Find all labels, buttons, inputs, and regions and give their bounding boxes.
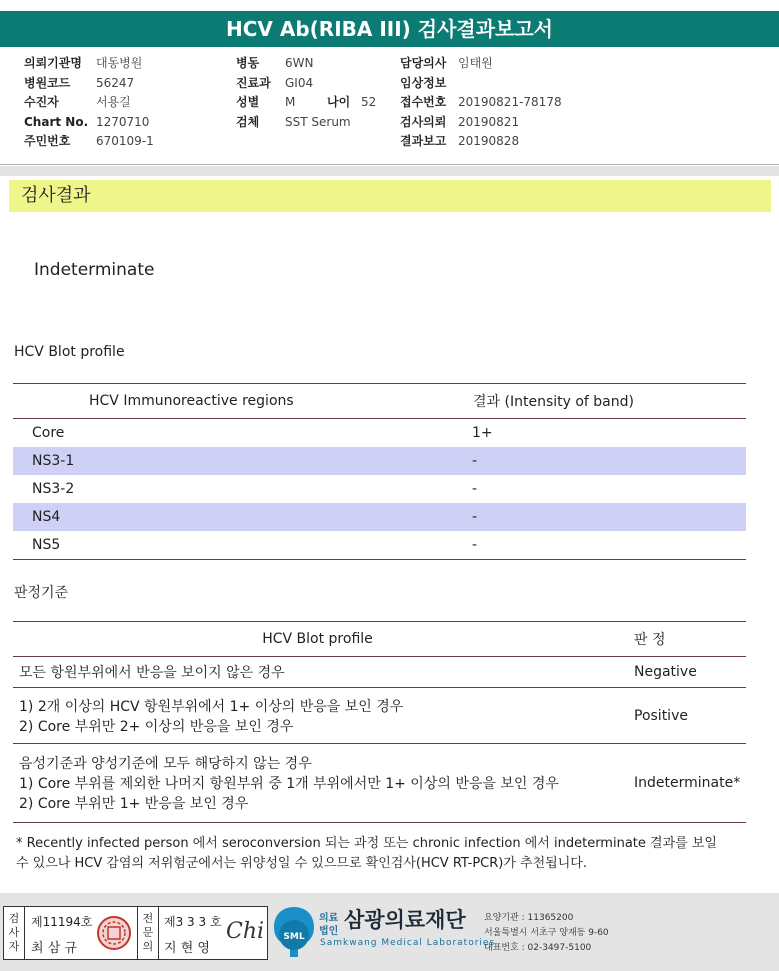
logo-abbr: SML [283,932,305,942]
tester-number: 제11194호 [31,915,93,929]
info-value: GI04 [285,75,314,90]
info-label: 수진자 [24,95,59,109]
info-label: 병원코드 [24,75,71,90]
criteria-cell [13,688,622,744]
doctor-label: 전문의 [137,907,159,959]
info-value: M [285,95,296,109]
info-label: 병동 [236,56,260,70]
info-value: 20190821-78178 [458,95,562,109]
divider-band [0,166,779,176]
section-title: 검사결과 [9,180,771,212]
table-row [13,475,746,503]
table-row [13,503,746,531]
info-column-2 [236,54,376,132]
doctor-name: 지 현 영 [164,941,210,956]
table-row [13,688,746,744]
criteria-line: 1) 2개 이상의 HCV 항원부위에서 1+ 이상의 반응을 보인 경우 [19,698,404,715]
result-cell: - [472,447,746,475]
sml-logo-icon [272,905,316,959]
table-row [13,657,746,688]
info-label: 담당의사 [400,56,447,70]
region-cell: NS5 [13,531,472,560]
info-label: 접수번호 [400,95,447,109]
info-value: 1270710 [96,114,150,129]
age-label: 나이 [327,95,351,109]
judgment-cell: Indeterminate* [622,744,746,823]
column-header: HCV Blot profile [13,622,622,657]
footnote [16,834,756,874]
tester-name: 최 삼 규 [31,941,77,956]
result-cell: - [472,503,746,531]
criteria-cell [13,657,622,688]
result-cell: 1+ [472,425,493,441]
region-cell: Core [32,425,65,441]
footnote-line: 수 있으나 HCV 감염의 저위험군에서는 위양성일 수 있으므로 확인검사(HCV RT-PCR)가 추천됩니다. [16,856,587,871]
criteria-line: 2) Core 부위만 1+ 반응을 보인 경우 [19,796,249,812]
table-row [13,744,746,823]
test-result: Indeterminate [34,260,155,280]
table-header-row [13,622,746,657]
info-column-1 [24,54,154,152]
info-label: 검체 [236,114,260,129]
signature-box [3,906,268,960]
info-label: 성별 [236,95,260,109]
org-contact: 대표번호 : 02-3497-5100 [484,943,592,953]
info-label: 주민번호 [24,134,71,148]
table-row [13,419,746,448]
column-header: HCV Immunoreactive regions [13,384,472,419]
judgment-cell: Positive [622,688,746,744]
org-contact: 요양기관 : 11365200 [484,913,574,923]
report-title: HCV Ab(RIBA III) 검사결과보고서 [0,11,779,47]
criteria-cell [13,744,622,823]
region-cell: NS4 [13,503,472,531]
org-name-english: Samkwang Medical Laboratories [320,938,496,948]
info-value: 56247 [96,75,135,90]
table-row [13,447,746,475]
info-label: 임상정보 [400,75,447,90]
column-header: 결과 (Intensity of band) [472,384,746,419]
divider [0,164,779,165]
info-column-3 [400,54,562,152]
criteria-line: 2) Core 부위만 2+ 이상의 반응을 보인 경우 [19,718,294,735]
info-value: SST Serum [285,114,351,129]
region-cell: NS3-2 [32,481,75,497]
criteria-line: 1) Core 부위를 제외한 나머지 항원부위 중 1개 부위에서만 1+ 이상의 반응을 보인 경우 [19,776,559,792]
profile-heading: HCV Blot profile [14,344,125,360]
info-value: 20190821 [458,114,520,129]
doctor-signature: Chi [226,919,265,944]
info-value: 임태원 [458,56,493,70]
criteria-table [13,621,746,823]
footnote-line: * Recently infected person 에서 seroconversion 되는 과정 또는 chronic infection 에서 indeterminate 결과를 보일 [16,836,717,851]
info-label: 진료과 [236,75,271,90]
info-label: 의뢰기관명 [24,56,82,70]
table-header-row [13,384,746,419]
doctor-number: 제3 3 3 호 [164,915,222,929]
info-value: 6WN [285,56,314,70]
org-prefix-bottom: 법인 [319,926,339,937]
table-row [13,531,746,560]
org-name: 삼광의료재단 [344,908,466,932]
column-header: 판 정 [622,622,746,657]
info-value: 대동병원 [96,56,143,70]
age-value: 52 [361,95,377,109]
profile-table [13,383,746,560]
result-cell: - [472,531,746,560]
judgment-cell: Negative [622,657,746,688]
info-label: Chart No. [24,114,89,129]
result-cell: - [472,481,478,497]
info-label: 결과보고 [400,134,447,148]
seal-stamp-icon [96,915,132,951]
org-contact: 서울특별시 서초구 양재동 9-60 [484,928,609,938]
info-value: 670109-1 [96,134,154,148]
info-label: 검사의뢰 [400,114,447,129]
org-prefix-top: 의료 [319,913,339,924]
region-cell: NS3-1 [13,447,472,475]
tester-label: 검사자 [4,907,25,959]
info-value: 20190828 [458,134,520,148]
criteria-line: 음성기준과 양성기준에 모두 해당하지 않는 경우 [19,756,312,772]
criteria-heading: 판정기준 [14,585,69,601]
info-value: 서용길 [96,95,131,109]
criteria-line: 모든 항원부위에서 반응을 보이지 않은 경우 [19,665,285,681]
